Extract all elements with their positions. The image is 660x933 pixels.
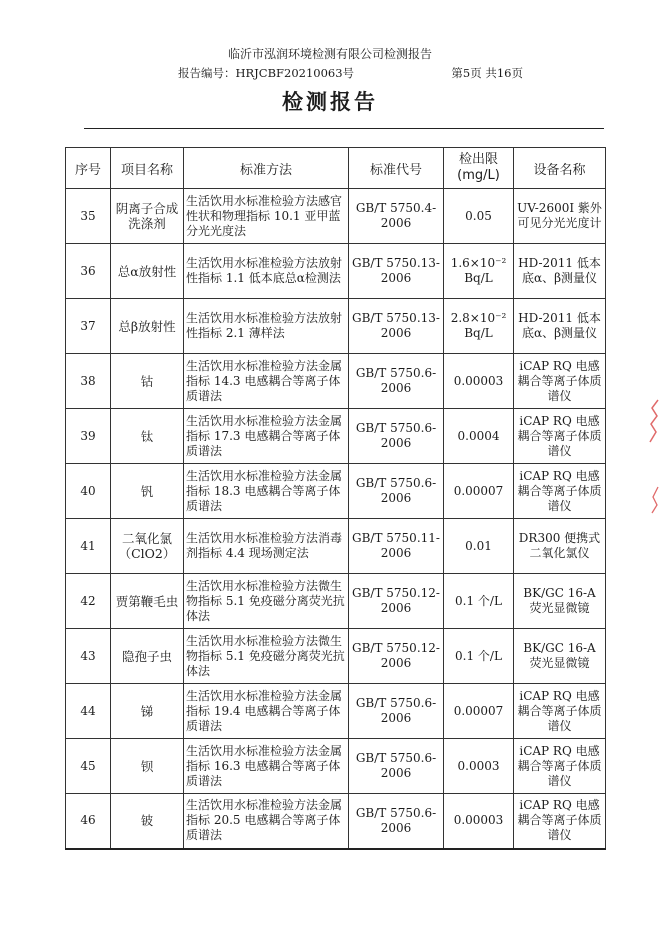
item-name: 钴 bbox=[111, 354, 184, 409]
test-methods-table bbox=[65, 147, 606, 850]
device-name: iCAP RQ 电感耦合等离子体质谱仪 bbox=[514, 464, 606, 519]
table-row bbox=[66, 464, 606, 519]
table-row bbox=[66, 629, 606, 684]
table-row bbox=[66, 574, 606, 629]
detection-limit: 0.05 bbox=[444, 189, 514, 244]
detection-limit: 0.00007 bbox=[444, 464, 514, 519]
detection-limit: 0.1 个/L bbox=[444, 574, 514, 629]
standard-method: 生活饮用水标准检验方法金属指标 20.5 电感耦合等离子体质谱法 bbox=[184, 794, 349, 849]
detection-limit: 0.0004 bbox=[444, 409, 514, 464]
col-header-method: 标准方法 bbox=[184, 148, 349, 189]
row-number: 44 bbox=[66, 684, 111, 739]
table-row bbox=[66, 684, 606, 739]
standard-method: 生活饮用水标准检验方法放射性指标 2.1 薄样法 bbox=[184, 299, 349, 354]
col-header-code: 标准代号 bbox=[349, 148, 444, 189]
standard-code: GB/T 5750.12-2006 bbox=[349, 629, 444, 684]
device-name: BK/GC 16-A 荧光显微镜 bbox=[514, 629, 606, 684]
item-name: 铍 bbox=[111, 794, 184, 849]
item-name: 钒 bbox=[111, 464, 184, 519]
device-name: DR300 便携式二氧化氯仪 bbox=[514, 519, 606, 574]
row-number: 41 bbox=[66, 519, 111, 574]
standard-method: 生活饮用水标准检验方法微生物指标 5.1 免疫磁分离荧光抗体法 bbox=[184, 629, 349, 684]
standard-method: 生活饮用水标准检验方法金属指标 18.3 电感耦合等离子体质谱法 bbox=[184, 464, 349, 519]
table-row bbox=[66, 519, 606, 574]
row-number: 42 bbox=[66, 574, 111, 629]
detection-limit: 0.0003 bbox=[444, 739, 514, 794]
detection-limit: 0.00007 bbox=[444, 684, 514, 739]
col-header-limit: 检出限 (mg/L) bbox=[444, 148, 514, 189]
item-name: 贾第鞭毛虫 bbox=[111, 574, 184, 629]
item-name: 隐孢子虫 bbox=[111, 629, 184, 684]
standard-code: GB/T 5750.6-2006 bbox=[349, 409, 444, 464]
table-row bbox=[66, 299, 606, 354]
row-number: 43 bbox=[66, 629, 111, 684]
standard-code: GB/T 5750.12-2006 bbox=[349, 574, 444, 629]
row-number: 39 bbox=[66, 409, 111, 464]
standard-code: GB/T 5750.13-2006 bbox=[349, 299, 444, 354]
detection-limit: 2.8×10⁻² Bq/L bbox=[444, 299, 514, 354]
row-number: 46 bbox=[66, 794, 111, 849]
standard-method: 生活饮用水标准检验方法微生物指标 5.1 免疫磁分离荧光抗体法 bbox=[184, 574, 349, 629]
standard-code: GB/T 5750.6-2006 bbox=[349, 684, 444, 739]
page-info: 第5页 共16页 bbox=[451, 66, 523, 80]
item-name: 总β放射性 bbox=[111, 299, 184, 354]
detection-limit: 1.6×10⁻² Bq/L bbox=[444, 244, 514, 299]
detection-limit: 0.1 个/L bbox=[444, 629, 514, 684]
item-name: 总α放射性 bbox=[111, 244, 184, 299]
item-name: 锑 bbox=[111, 684, 184, 739]
standard-code: GB/T 5750.4-2006 bbox=[349, 189, 444, 244]
device-name: iCAP RQ 电感耦合等离子体质谱仪 bbox=[514, 739, 606, 794]
standard-code: GB/T 5750.6-2006 bbox=[349, 354, 444, 409]
item-name: 钡 bbox=[111, 739, 184, 794]
detection-limit: 0.01 bbox=[444, 519, 514, 574]
report-number: 报告编号：HRJCBF20210063号 bbox=[178, 66, 355, 80]
seal-mark bbox=[648, 398, 660, 446]
row-number: 45 bbox=[66, 739, 111, 794]
standard-method: 生活饮用水标准检验方法金属指标 17.3 电感耦合等离子体质谱法 bbox=[184, 409, 349, 464]
item-name: 阴离子合成洗涤剂 bbox=[111, 189, 184, 244]
device-name: HD-2011 低本底α、β测量仪 bbox=[514, 299, 606, 354]
item-name: 钛 bbox=[111, 409, 184, 464]
col-header-device: 设备名称 bbox=[514, 148, 606, 189]
standard-code: GB/T 5750.6-2006 bbox=[349, 464, 444, 519]
table-row bbox=[66, 354, 606, 409]
table-row bbox=[66, 409, 606, 464]
page-title: 检测报告 bbox=[282, 90, 378, 114]
standard-method: 生活饮用水标准检验方法消毒剂指标 4.4 现场测定法 bbox=[184, 519, 349, 574]
col-header-item: 项目名称 bbox=[111, 148, 184, 189]
row-number: 35 bbox=[66, 189, 111, 244]
table-header-row bbox=[66, 148, 606, 189]
standard-method: 生活饮用水标准检验方法金属指标 16.3 电感耦合等离子体质谱法 bbox=[184, 739, 349, 794]
detection-limit: 0.00003 bbox=[444, 354, 514, 409]
seal-mark bbox=[650, 485, 660, 515]
row-number: 37 bbox=[66, 299, 111, 354]
standard-method: 生活饮用水标准检验方法金属指标 19.4 电感耦合等离子体质谱法 bbox=[184, 684, 349, 739]
standard-code: GB/T 5750.6-2006 bbox=[349, 794, 444, 849]
item-name: 二氧化氯（ClO2） bbox=[111, 519, 184, 574]
standard-code: GB/T 5750.6-2006 bbox=[349, 739, 444, 794]
standard-method: 生活饮用水标准检验方法放射性指标 1.1 低本底总α检测法 bbox=[184, 244, 349, 299]
device-name: iCAP RQ 电感耦合等离子体质谱仪 bbox=[514, 794, 606, 849]
detection-limit: 0.00003 bbox=[444, 794, 514, 849]
row-number: 40 bbox=[66, 464, 111, 519]
table-row bbox=[66, 244, 606, 299]
device-name: iCAP RQ 电感耦合等离子体质谱仪 bbox=[514, 684, 606, 739]
company-header: 临沂市泓润环境检测有限公司检测报告 bbox=[227, 47, 432, 61]
title-divider bbox=[84, 128, 604, 129]
standard-code: GB/T 5750.13-2006 bbox=[349, 244, 444, 299]
device-name: BK/GC 16-A 荧光显微镜 bbox=[514, 574, 606, 629]
device-name: iCAP RQ 电感耦合等离子体质谱仪 bbox=[514, 354, 606, 409]
row-number: 36 bbox=[66, 244, 111, 299]
col-header-no: 序号 bbox=[66, 148, 111, 189]
table-row bbox=[66, 739, 606, 794]
standard-method: 生活饮用水标准检验方法感官性状和物理指标 10.1 亚甲蓝分光光度法 bbox=[184, 189, 349, 244]
device-name: HD-2011 低本底α、β测量仪 bbox=[514, 244, 606, 299]
standard-code: GB/T 5750.11-2006 bbox=[349, 519, 444, 574]
device-name: iCAP RQ 电感耦合等离子体质谱仪 bbox=[514, 409, 606, 464]
table-row bbox=[66, 189, 606, 244]
table-row bbox=[66, 794, 606, 849]
standard-method: 生活饮用水标准检验方法金属指标 14.3 电感耦合等离子体质谱法 bbox=[184, 354, 349, 409]
device-name: UV-2600I 紫外可见分光光度计 bbox=[514, 189, 606, 244]
row-number: 38 bbox=[66, 354, 111, 409]
